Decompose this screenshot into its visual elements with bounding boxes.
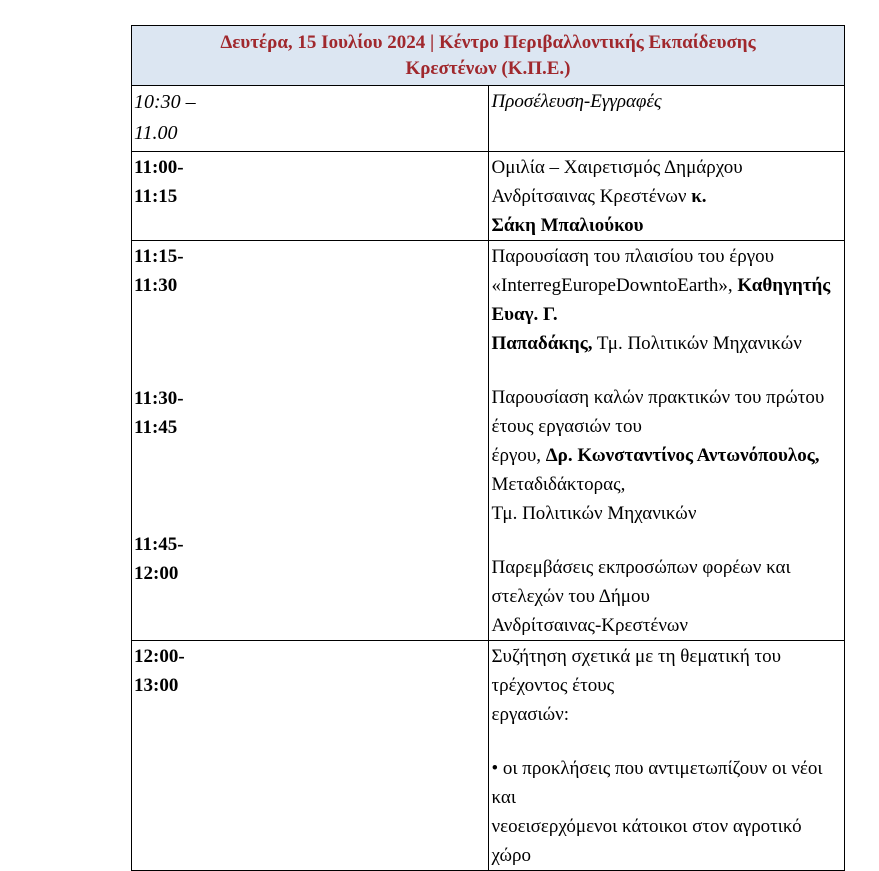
bullet-item-cont: νεοεισερχόμενοι κάτοικοι στον αγροτικό χώρο bbox=[491, 816, 802, 866]
description-line: Συζήτηση σχετικά με τη θεματική του τρέχοντος έτους bbox=[491, 646, 782, 696]
time-start: 11:30- bbox=[134, 388, 184, 409]
description-line-1 bbox=[492, 153, 843, 211]
speaker-title: κ. bbox=[691, 186, 707, 207]
department: Τμ. Πολιτικών Μηχανικών bbox=[491, 503, 697, 524]
header-line-2: Κρεστένων (Κ.Π.Ε.) bbox=[405, 58, 571, 79]
description-cell bbox=[488, 641, 845, 871]
table-row bbox=[132, 86, 845, 152]
table-row bbox=[132, 241, 845, 641]
header-row bbox=[132, 26, 845, 86]
table-row bbox=[132, 641, 845, 871]
speaker-name: Παπαδάκης, bbox=[491, 333, 593, 354]
time-cell bbox=[132, 86, 489, 152]
description-line: Παρεμβάσεις εκπροσώπων φορέων και στελεχών του Δήμου bbox=[491, 557, 791, 607]
department: Τμ. Πολιτικών Μηχανικών bbox=[592, 333, 802, 354]
description-line: Ανδρίτσαινας-Κρεστένων bbox=[491, 615, 689, 636]
time-cell bbox=[132, 241, 489, 641]
time-end: 11:30 bbox=[134, 275, 178, 296]
time-cell bbox=[132, 152, 489, 241]
speaker-name: Καθηγητής Ευαγ. Γ. bbox=[491, 275, 831, 325]
table-header bbox=[132, 26, 845, 86]
time-start: 10:30 – bbox=[134, 91, 196, 113]
description-line bbox=[492, 271, 843, 329]
description-cell bbox=[488, 152, 845, 241]
description-line: εργασιών: bbox=[491, 704, 570, 725]
description-text: Ομιλία – Χαιρετισμός Δημάρχου Ανδρίτσαινας Κρεστένων bbox=[491, 157, 743, 207]
description-line bbox=[492, 441, 843, 499]
table-row bbox=[132, 152, 845, 241]
speaker-role: Μεταδιδάκτορας, bbox=[491, 474, 626, 495]
description-text: Προσέλευση-Εγγραφές bbox=[491, 91, 662, 112]
speaker-name: Σάκη Μπαλιούκου bbox=[491, 215, 644, 236]
project-name: «InterregEuropeDowntoEarth», bbox=[491, 275, 738, 296]
description-line bbox=[492, 329, 843, 358]
time-start: 11:15- bbox=[134, 246, 184, 267]
bullet-item: • οι προκλήσεις που αντιμετωπίζουν οι νέοι και bbox=[491, 758, 823, 808]
description-text: έργου, bbox=[491, 445, 546, 466]
description-cell bbox=[488, 241, 845, 641]
time-end: 11:45 bbox=[134, 417, 178, 438]
time-start: 11:00- bbox=[134, 157, 184, 178]
description-line: Παρουσίαση καλών πρακτικών του πρώτου έτους εργασιών του bbox=[491, 387, 825, 437]
header-line-1: Δευτέρα, 15 Ιουλίου 2024 | Κέντρο Περιβαλλοντικής Εκπαίδευσης bbox=[220, 32, 756, 53]
program-table bbox=[131, 25, 845, 871]
description-line: Παρουσίαση του πλαισίου του έργου bbox=[491, 246, 775, 267]
time-start: 11:45- bbox=[134, 534, 184, 555]
description-cell bbox=[488, 86, 845, 152]
time-end: 12:00 bbox=[134, 563, 179, 584]
time-end: 11:15 bbox=[134, 186, 178, 207]
time-cell bbox=[132, 641, 489, 871]
time-start: 12:00- bbox=[134, 646, 185, 667]
time-end: 13:00 bbox=[134, 675, 179, 696]
time-end: 11.00 bbox=[134, 122, 178, 144]
speaker-name: Δρ. Κωνσταντίνος Αντωνόπουλος, bbox=[545, 445, 820, 466]
